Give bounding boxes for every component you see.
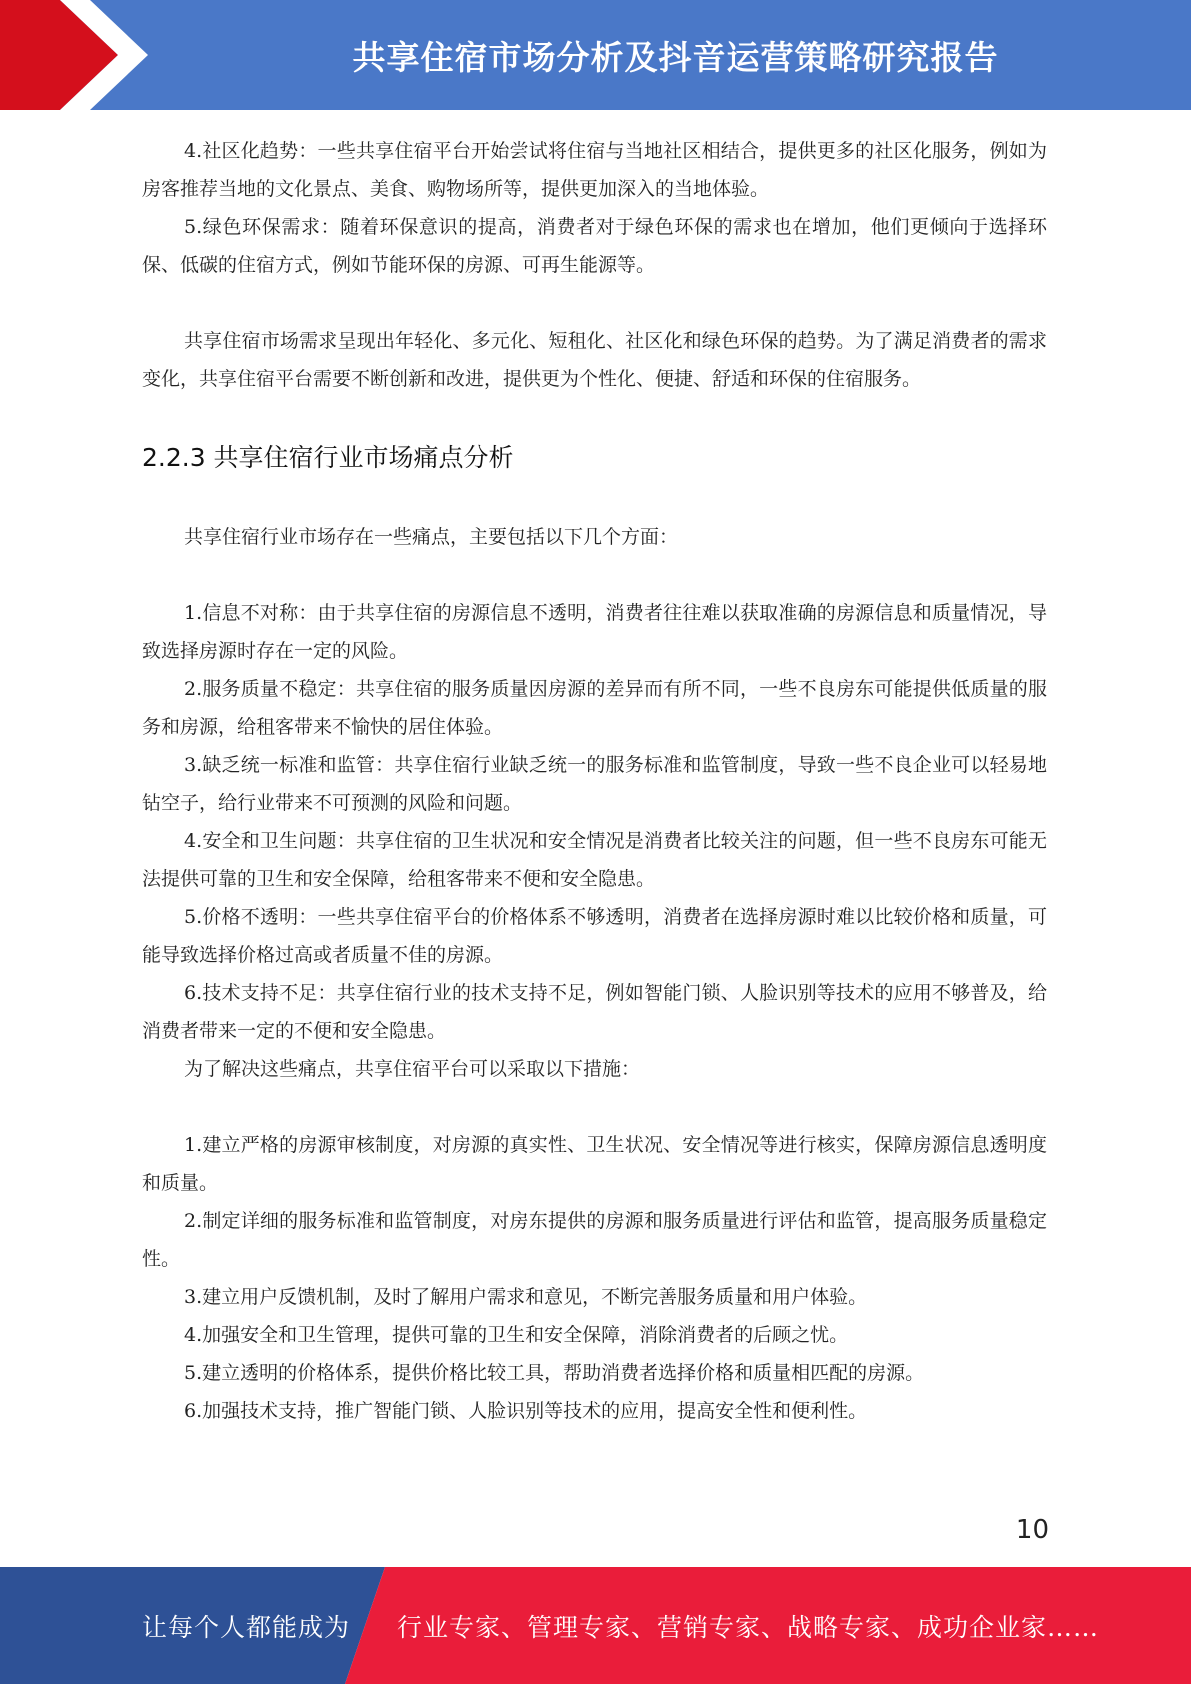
measure-item: 3.建立用户反馈机制，及时了解用户需求和意见，不断完善服务质量和用户体验。 (184, 1286, 868, 1308)
paragraph-green-demand: 5.绿色环保需求：随着环保意识的提高，消费者对于绿色环保的需求也在增加，他们更倾向于选择环保、低碳的住宿方式，例如节能环保的房源、可再生能源等。 (142, 216, 1047, 276)
footer-slogan-right: 行业专家、管理专家、营销专家、战略专家、成功企业家…… (397, 1612, 1100, 1642)
report-title: 共享住宿市场分析及抖音运营策略研究报告 (352, 37, 999, 77)
measure-item: 2.制定详细的服务标准和监管制度，对房东提供的房源和服务质量进行评估和监管，提高服务质量稳定性。 (142, 1210, 1047, 1270)
page-content (142, 132, 1047, 1430)
measure-item: 5.建立透明的价格体系，提供价格比较工具，帮助消费者选择价格和质量相匹配的房源。 (184, 1362, 925, 1384)
pain-point-item: 4.安全和卫生问题：共享住宿的卫生状况和安全情况是消费者比较关注的问题，但一些不良房东可能无法提供可靠的卫生和安全保障，给租客带来不便和安全隐患。 (142, 830, 1047, 890)
page-number: 10 (1015, 1515, 1049, 1545)
pain-point-item: 3.缺乏统一标准和监管：共享住宿行业缺乏统一的服务标准和监管制度，导致一些不良企业可以轻易地钻空子，给行业带来不可预测的风险和问题。 (142, 754, 1047, 814)
paragraph-summary: 共享住宿市场需求呈现出年轻化、多元化、短租化、社区化和绿色环保的趋势。为了满足消费者的需求变化，共享住宿平台需要不断创新和改进，提供更为个性化、便捷、舒适和环保的住宿服务。 (142, 330, 1047, 390)
page-footer (0, 1567, 1191, 1684)
paragraph-pain-intro: 共享住宿行业市场存在一些痛点，主要包括以下几个方面： (184, 526, 679, 548)
footer-slogan-left: 让每个人都能成为 (142, 1612, 351, 1642)
pain-point-item: 5.价格不透明：一些共享住宿平台的价格体系不够透明，消费者在选择房源时难以比较价格和质量，可能导致选择价格过高或者质量不佳的房源。 (142, 906, 1047, 966)
pain-point-item: 2.服务质量不稳定：共享住宿的服务质量因房源的差异而有所不同，一些不良房东可能提供低质量的服务和房源，给租客带来不愉快的居住体验。 (142, 678, 1047, 738)
measure-item: 6.加强技术支持，推广智能门锁、人脸识别等技术的应用，提高安全性和便利性。 (184, 1400, 868, 1422)
pain-point-item: 6.技术支持不足：共享住宿行业的技术支持不足，例如智能门锁、人脸识别等技术的应用不够普及，给消费者带来一定的不便和安全隐患。 (142, 982, 1047, 1042)
paragraph-community-trend: 4.社区化趋势：一些共享住宿平台开始尝试将住宿与当地社区相结合，提供更多的社区化服务，例如为房客推荐当地的文化景点、美食、购物场所等，提供更加深入的当地体验。 (142, 140, 1047, 200)
section-heading: 2.2.3 共享住宿行业市场痛点分析 (142, 443, 514, 472)
pain-point-item: 1.信息不对称：由于共享住宿的房源信息不透明，消费者往往难以获取准确的房源信息和质量情况，导致选择房源时存在一定的风险。 (142, 602, 1047, 662)
paragraph-measures-intro: 为了解决这些痛点，共享住宿平台可以采取以下措施： (184, 1058, 641, 1080)
page-header (0, 0, 1191, 110)
measure-item: 1.建立严格的房源审核制度，对房源的真实性、卫生状况、安全情况等进行核实，保障房源信息透明度和质量。 (142, 1134, 1047, 1194)
measure-item: 4.加强安全和卫生管理，提供可靠的卫生和安全保障，消除消费者的后顾之忧。 (184, 1324, 849, 1346)
header-chevron-decoration (0, 0, 200, 110)
